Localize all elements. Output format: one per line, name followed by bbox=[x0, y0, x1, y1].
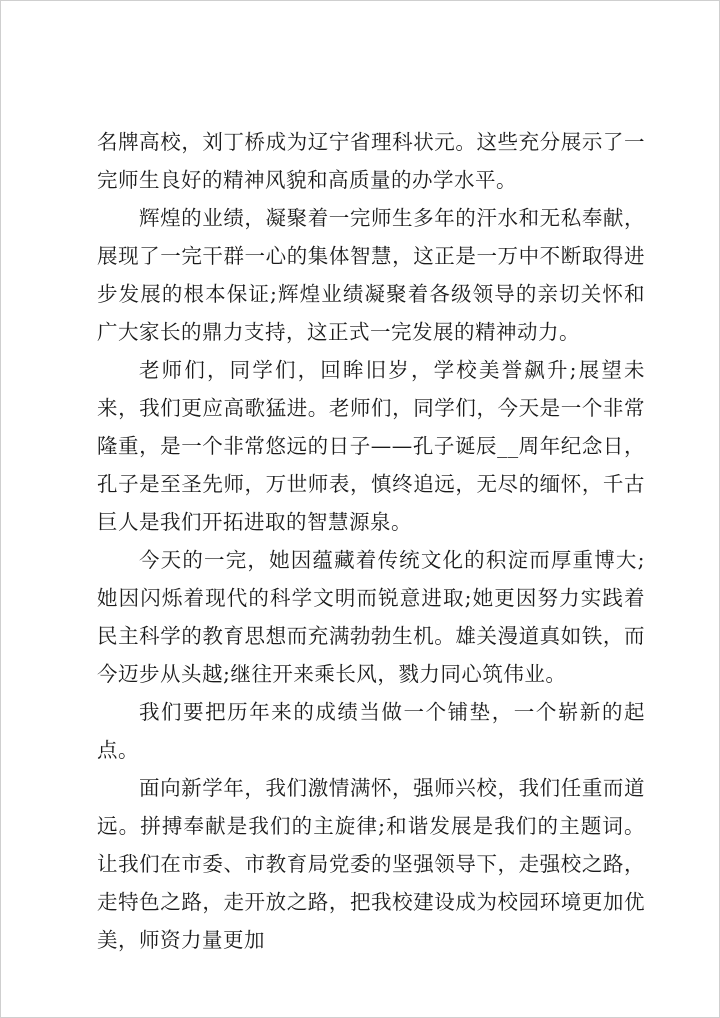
paragraph-3: 老师们，同学们，回眸旧岁，学校美誉飙升;展望未来，我们更应高歌猛进。老师们，同学们，今天是一个非常隆重，是一个非常悠远的日子——孔子诞辰__周年纪念日，孔子是至圣先师，万世师表，慎终追远，无尽的缅怀，千古巨人是我们开拓进取的智慧源泉。 bbox=[97, 358, 645, 534]
paragraph-1: 名牌高校，刘丁桥成为辽宁省理科状元。这些充分展示了一完师生良好的精神风貌和高质量的办学水平。 bbox=[97, 130, 645, 192]
document-body bbox=[97, 123, 645, 959]
paragraph-4: 今天的一完，她因蕴藏着传统文化的积淀而厚重博大;她因闪烁着现代的科学文明而锐意进取;她更因努力实践着民主科学的教育思想而充满勃勃生机。雄关漫道真如铁，而今迈步从头越;继往开来乘长风，戮力同心筑伟业。 bbox=[97, 548, 645, 686]
paragraph-6: 面向新学年，我们激情满怀，强师兴校，我们任重而道远。拼搏奉献是我们的主旋律;和谐发展是我们的主题词。让我们在市委、市教育局党委的坚强领导下，走强校之路，走特色之路，走开放之路，把我校建设成为校园环境更加优美，师资力量更加 bbox=[97, 776, 645, 952]
paragraph-2: 辉煌的业绩，凝聚着一完师生多年的汗水和无私奉献，展现了一完干群一心的集体智慧，这正是一万中不断取得进步发展的根本保证;辉煌业绩凝聚着各级领导的亲切关怀和广大家长的鼎力支持，这正式一完发展的精神动力。 bbox=[97, 206, 645, 344]
paragraph-5: 我们要把历年来的成绩当做一个铺垫，一个崭新的起点。 bbox=[97, 700, 645, 762]
